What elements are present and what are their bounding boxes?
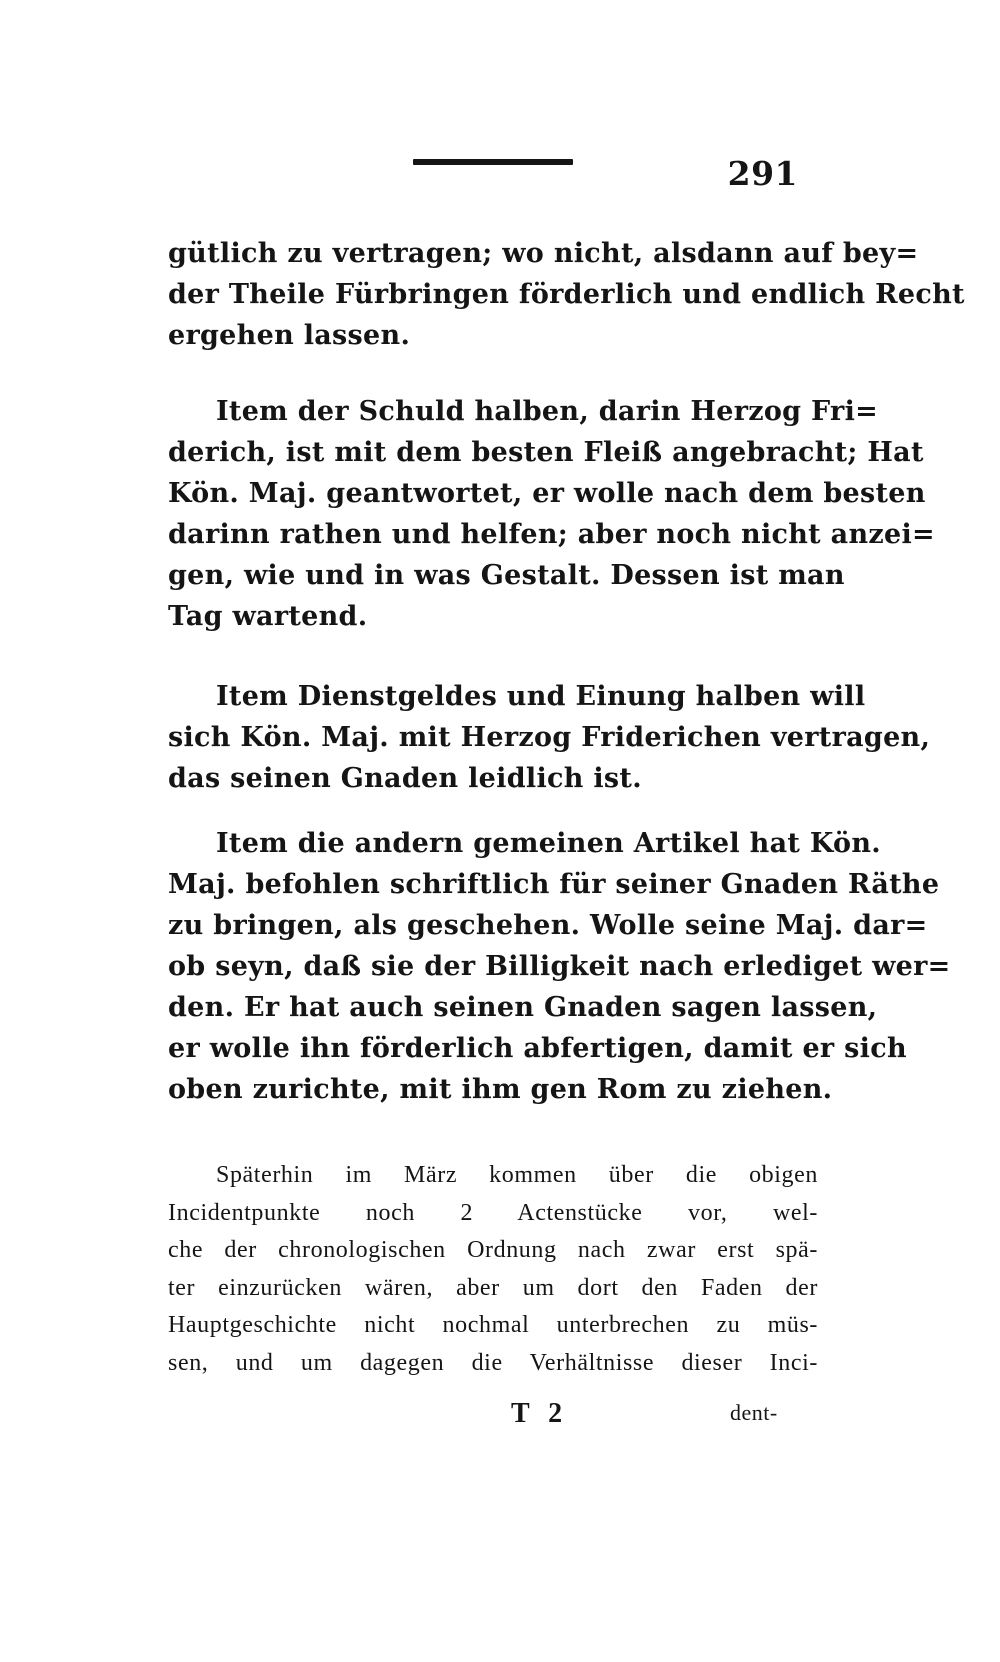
text-line: zu bringen, als geschehen. Wolle seine Maj. dar= — [168, 910, 928, 941]
footer-line — [0, 1398, 1000, 1438]
text-line: oben zurichte, mit ihm gen Rom zu ziehen. — [168, 1074, 833, 1105]
page-number: 291 — [727, 154, 798, 193]
text-line: gen, wie und in was Gestalt. Dessen ist man — [168, 560, 845, 591]
paragraph-2 — [168, 391, 935, 637]
text-line: Tag wartend. — [168, 601, 368, 632]
text-line: darinn rathen und helfen; aber noch nicht anzei= — [168, 519, 935, 550]
editorial-note — [168, 1157, 818, 1382]
note-line: Späterhin im März kommen über die obigen — [216, 1162, 818, 1188]
text-line: derich, ist mit dem besten Fleiß angebracht; Hat — [168, 437, 924, 468]
text-line: Maj. befohlen schriftlich für seiner Gnaden Räthe — [168, 869, 940, 900]
note-line: Hauptgeschichte nicht nochmal unterbrechen zu müs- — [168, 1312, 818, 1338]
text-line: der Theile Fürbringen förderlich und endlich Recht — [168, 279, 965, 310]
text-line: den. Er hat auch seinen Gnaden sagen lassen, — [168, 992, 878, 1023]
note-line: che der chronologischen Ordnung nach zwar erst spä- — [168, 1237, 818, 1263]
paragraph-3 — [168, 676, 931, 799]
note-line: sen, und um dagegen die Verhältnisse dieser Inci- — [168, 1349, 818, 1376]
text-line: ergehen lassen. — [168, 320, 411, 351]
text-line: Item die andern gemeinen Artikel hat Kön. — [216, 828, 881, 859]
header-rule — [413, 159, 573, 165]
paragraph-4 — [168, 823, 951, 1110]
catchword: dent- — [730, 1400, 778, 1425]
note-line: ter einzurücken wären, aber um dort den Faden der — [168, 1274, 818, 1301]
text-line: ob seyn, daß sie der Billigkeit nach erlediget wer= — [168, 951, 951, 982]
note-line: Incidentpunkte noch 2 Actenstücke vor, wel- — [168, 1199, 818, 1226]
text-line: das seinen Gnaden leidlich ist. — [168, 763, 642, 794]
text-line: sich Kön. Maj. mit Herzog Friderichen vertragen, — [168, 722, 931, 753]
text-line: gütlich zu vertragen; wo nicht, alsdann auf bey= — [168, 238, 919, 269]
text-line: er wolle ihn förderlich abfertigen, damit er sich — [168, 1033, 907, 1064]
paragraph-1 — [168, 233, 965, 356]
text-line: Item Dienstgeldes und Einung halben will — [216, 681, 866, 712]
signature-mark: T 2 — [511, 1398, 569, 1429]
text-line: Kön. Maj. geantwortet, er wolle nach dem besten — [168, 478, 926, 509]
text-line: Item der Schuld halben, darin Herzog Fri= — [216, 396, 879, 427]
